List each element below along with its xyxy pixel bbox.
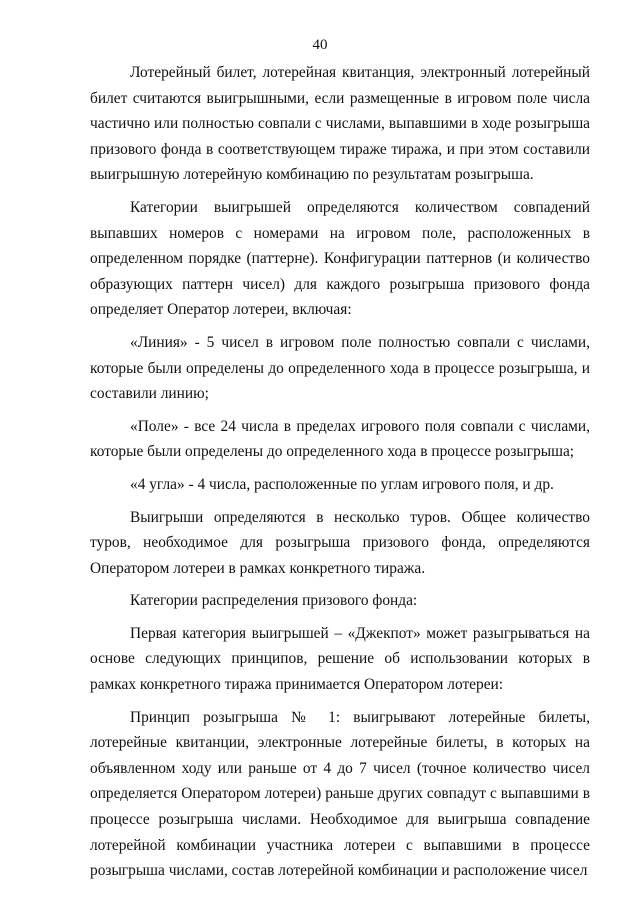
page-number: 40 bbox=[312, 37, 328, 53]
paragraph: «Поле» - все 24 числа в пределах игрового поля совпали с числами, которые были определены до определенного хода в процессе розыгрыша; bbox=[90, 417, 590, 461]
paragraph: Лотерейный билет, лотерейная квитанция, электронный лотерейный билет считаются выигрышными, если размещенные в игровом поле числа частично или полностью совпали с числами, выпавшими в ходе розыгрыша призового фонда в соответствующем тираже тиража, и при этом составили выигрышную лотерейную комбинацию по результатам розыгрыша. bbox=[90, 64, 590, 184]
body-text bbox=[90, 60, 590, 884]
paragraph: «4 угла» - 4 числа, расположенные по углам игрового поля, и др. bbox=[130, 475, 554, 493]
paragraph: Категории распределения призового фонда: bbox=[130, 592, 418, 610]
paragraph: «Линия» - 5 чисел в игровом поле полностью совпали с числами, которые были определены до определенного хода в процессе розыгрыша, и составили линию; bbox=[90, 333, 590, 403]
paragraph: Категории выигрышей определяются количеством совпадений выпавших номеров с номерами на игровом поле, расположенных в определенном порядке (паттерне). Конфигурации паттернов (и количество образующих паттерн чисел) для каждого розыгрыша призового фонда определяет Оператор лотереи, включая: bbox=[90, 198, 590, 319]
paragraph: Выигрыши определяются в несколько туров. Общее количество туров, необходимое для розыгрыша призового фонда, определяются Оператором лотереи в рамках конкретного тиража. bbox=[90, 508, 590, 577]
paragraph: Первая категория выигрышей – «Джекпот» может разыгрываться на основе следующих принципов, решение об использовании которых в рамках конкретного тиража принимается Оператором лотереи: bbox=[90, 624, 590, 694]
paragraph: Принцип розыгрыша № 1: выигрывают лотерейные билеты, лотерейные квитанции, электронные лотерейные билеты, в которых на объявленном ходу или раньше от 4 до 7 чисел (точное количество чисел определяется Оператором лотереи) раньше других совпадут с выпавшими в процессе розыгрыша числами. Необходимое для выигрыша совпадение лотерейной комбинации участника лотереи с выпавшими в процессе розыгрыша числами, состав лотерейной комбинации и расположение чисел bbox=[90, 708, 590, 880]
